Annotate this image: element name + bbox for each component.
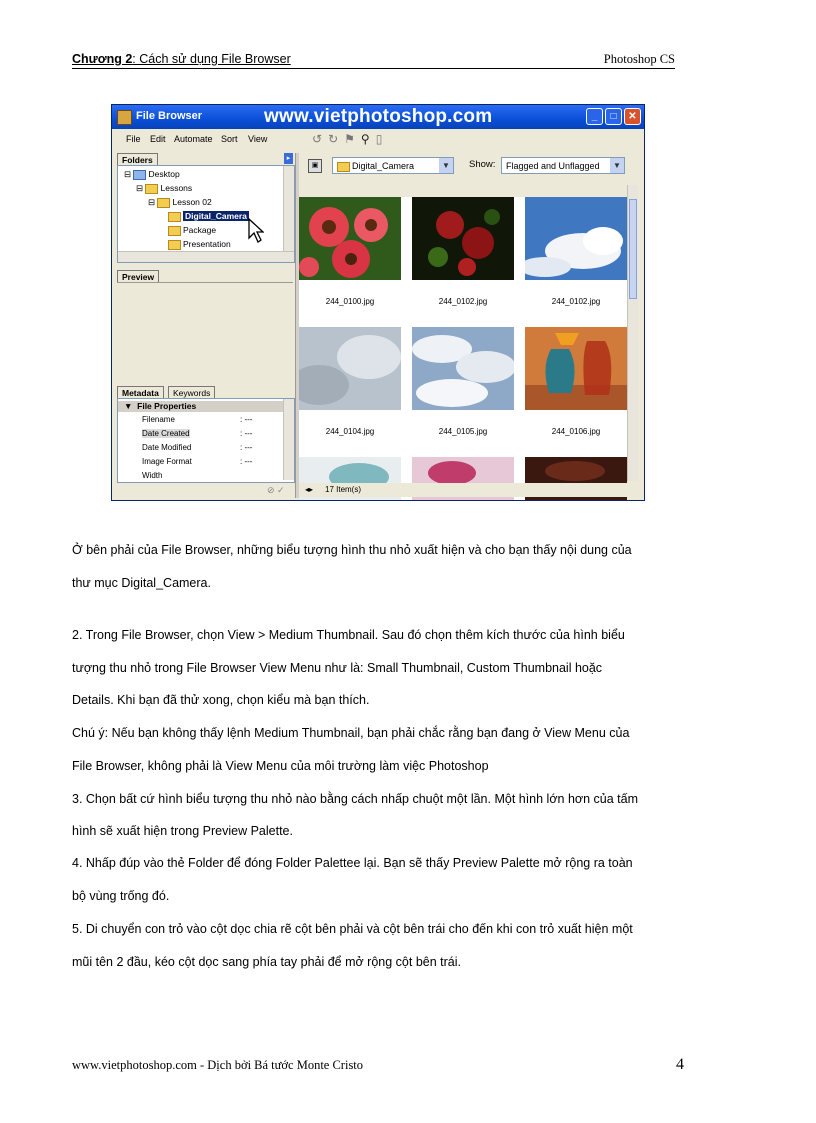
folder-tree-panel <box>117 165 295 263</box>
menu-automate[interactable]: Automate <box>174 134 213 144</box>
folder-icon <box>168 212 181 222</box>
minimize-button[interactable]: _ <box>586 108 603 125</box>
thumbnail-grid <box>299 197 627 501</box>
tab-keywords[interactable]: Keywords <box>168 386 215 399</box>
thumbnail-image <box>299 327 401 410</box>
meta-date-created-value: : --- <box>240 429 253 438</box>
step-3-line-2: hình sẽ xuất hiện trong Preview Palette. <box>72 824 293 838</box>
step-4-line-1: 4. Nhấp đúp vào thẻ Folder để đóng Folder Palettee lại. Bạn sẽ thấy Preview Palette mở rộng ra toàn <box>72 856 633 870</box>
header-chapter: Chương 2: Cách sử dụng File Browser <box>72 52 291 66</box>
folder-icon <box>157 198 170 208</box>
tree-item-desktop[interactable]: ⊟ Desktop <box>124 169 180 179</box>
page-footer <box>72 1058 684 1073</box>
mouse-cursor-icon <box>248 218 264 244</box>
thumbnail-item[interactable] <box>525 327 627 457</box>
tree-item-lesson02[interactable]: ⊟ Lesson 02 <box>148 197 212 207</box>
folder-hscrollbar[interactable] <box>118 251 294 262</box>
header-product: Photoshop CS <box>603 52 675 66</box>
thumbnail-image <box>525 327 627 410</box>
status-bar <box>299 483 644 497</box>
step-4-line-2: bộ vùng trống đó. <box>72 889 170 903</box>
step-2-line-1: 2. Trong File Browser, chọn View > Medium Thumbnail. Sau đó chọn thêm kích thước của hình biểu <box>72 628 625 642</box>
tab-preview[interactable]: Preview <box>117 270 159 283</box>
menu-view[interactable]: View <box>248 134 268 144</box>
file-browser-app-icon <box>117 110 132 125</box>
thumbnail-caption: 244_0104.jpg <box>325 427 375 436</box>
tree-item-package[interactable]: Package <box>168 225 216 236</box>
thumbnail-item[interactable] <box>299 197 401 327</box>
dark-flowers-image <box>412 197 514 280</box>
page-header <box>72 52 675 69</box>
panel-toggle-icon[interactable]: ◂▸ <box>305 485 314 494</box>
thumbnail-item[interactable] <box>525 197 627 327</box>
thumbnail-caption: 244_0100.jpg <box>325 297 375 306</box>
thumbnail-image <box>412 197 514 280</box>
meta-filename-value: : --- <box>240 415 253 424</box>
paragraph-1-line-2: thư mục Digital_Camera. <box>72 576 211 590</box>
rotate-right-icon[interactable]: ↻ <box>328 132 345 146</box>
note-line-1: Chú ý: Nếu bạn không thấy lệnh Medium Thumbnail, bạn phải chắc rằng bạn đang ở View Menu của <box>72 726 630 740</box>
palette-menu-arrow-icon[interactable]: ▸ <box>284 153 293 164</box>
step-5-line-1: 5. Di chuyển con trỏ vào cột dọc chia rẽ cột bên phải và cột bên trái cho đến khi con trỏ xuất hiện một <box>72 922 633 936</box>
folder-icon <box>168 240 181 250</box>
trash-icon[interactable]: ▯ <box>375 132 389 146</box>
meta-width: Width <box>142 471 163 480</box>
thumbnail-caption: 244_0102.jpg <box>438 297 488 306</box>
tree-item-lessons[interactable]: ⊟ Lessons <box>136 183 193 193</box>
page-number: 4 <box>676 1056 684 1073</box>
folder-icon <box>145 184 158 194</box>
tab-metadata[interactable]: Metadata <box>117 386 164 399</box>
search-icon[interactable]: ⚲ <box>360 132 376 146</box>
meta-image-format: Image Format <box>142 457 192 466</box>
metadata-scrollbar[interactable] <box>283 399 294 480</box>
meta-date-modified-value: : --- <box>240 443 253 452</box>
item-count: 17 Item(s) <box>325 485 362 494</box>
menu-sort[interactable]: Sort <box>221 134 238 144</box>
metadata-status-icons: ⊘ ✓ <box>267 485 285 495</box>
menu-bar <box>112 129 298 149</box>
thumbnail-scrollbar[interactable] <box>627 185 638 481</box>
thumbnail-image <box>525 197 627 280</box>
step-3-line-1: 3. Chọn bất cứ hình biểu tượng thu nhỏ nào bằng cách nhấp chuột một lần. Một hình lớn hơn của tấm <box>72 792 638 806</box>
rotate-left-icon[interactable]: ↺ <box>312 132 329 146</box>
metadata-panel <box>117 398 295 483</box>
folder-icon <box>337 162 350 172</box>
toolbar-icons <box>312 132 388 146</box>
thumbnail-caption: 244_0102.jpg <box>551 297 601 306</box>
step-2-line-3: Details. Khi bạn đã thử xong, chọn kiểu mà bạn thích. <box>72 693 370 707</box>
show-label: Show: <box>469 159 496 170</box>
up-folder-icon[interactable]: ▣ <box>308 159 322 173</box>
tree-item-digital-camera[interactable]: Digital_Camera <box>168 211 249 222</box>
tree-item-presentation[interactable]: Presentation <box>168 239 231 250</box>
chevron-down-icon: ▼ <box>610 158 624 173</box>
step-5-line-2: mũi tên 2 đầu, kéo cột dọc sang phía tay phải để mở rộng cột bên trái. <box>72 955 461 969</box>
show-filter-dropdown[interactable]: Flagged and Unflagged ▼ <box>501 157 625 174</box>
cloud-field-image <box>412 327 514 410</box>
thumbnail-caption: 244_0105.jpg <box>438 427 488 436</box>
grey-sky-image <box>299 327 401 410</box>
title-bar <box>112 105 644 129</box>
thumbnail-item[interactable] <box>412 327 514 457</box>
preview-panel <box>117 282 293 381</box>
file-browser-window <box>111 104 645 501</box>
menu-file[interactable]: File <box>126 134 141 144</box>
scrollbar-thumb[interactable] <box>629 199 637 299</box>
meta-date-modified: Date Modified <box>142 443 192 452</box>
file-properties-header[interactable]: ▼ File Properties <box>118 401 284 412</box>
window-title: File Browser <box>136 110 203 122</box>
red-flowers-image <box>299 197 401 280</box>
thumbnail-caption: 244_0106.jpg <box>551 427 601 436</box>
tab-folders[interactable]: Folders <box>117 153 158 166</box>
footer-credit: www.vietphotoshop.com - Dịch bởi Bá tước Monte Cristo <box>72 1058 364 1072</box>
desktop-icon <box>133 170 146 180</box>
watermark-text: www.vietphotoshop.com <box>264 106 493 127</box>
note-line-2: File Browser, không phải là View Menu của môi trường làm việc Photoshop <box>72 759 489 773</box>
paragraph-1-line-1: Ở bên phải của File Browser, những biểu tượng hình thu nhỏ xuất hiện và cho bạn thấy nội dung của <box>72 543 632 557</box>
folder-scrollbar[interactable] <box>283 166 294 252</box>
flag-icon[interactable]: ⚑ <box>344 132 361 146</box>
chevron-down-icon: ▼ <box>439 158 453 173</box>
meta-date-created: Date Created <box>142 429 190 438</box>
meta-image-format-value: : --- <box>240 457 253 466</box>
close-button[interactable]: ✕ <box>624 108 641 125</box>
thumbnail-item[interactable] <box>412 197 514 327</box>
step-2-line-2: tượng thu nhỏ trong File Browser View Menu như là: Small Thumbnail, Custom Thumbnail hoặc <box>72 661 603 675</box>
folder-icon <box>168 226 181 236</box>
location-dropdown[interactable]: Digital_Camera ▼ <box>332 157 454 174</box>
menu-edit[interactable]: Edit <box>150 134 166 144</box>
glass-vases-image <box>525 327 627 410</box>
thumbnail-image <box>412 327 514 410</box>
thumbnail-item[interactable] <box>299 327 401 457</box>
maximize-button[interactable]: □ <box>605 108 622 125</box>
sky-clouds-image <box>525 197 627 280</box>
meta-filename: Filename <box>142 415 175 424</box>
thumbnail-image <box>299 197 401 280</box>
